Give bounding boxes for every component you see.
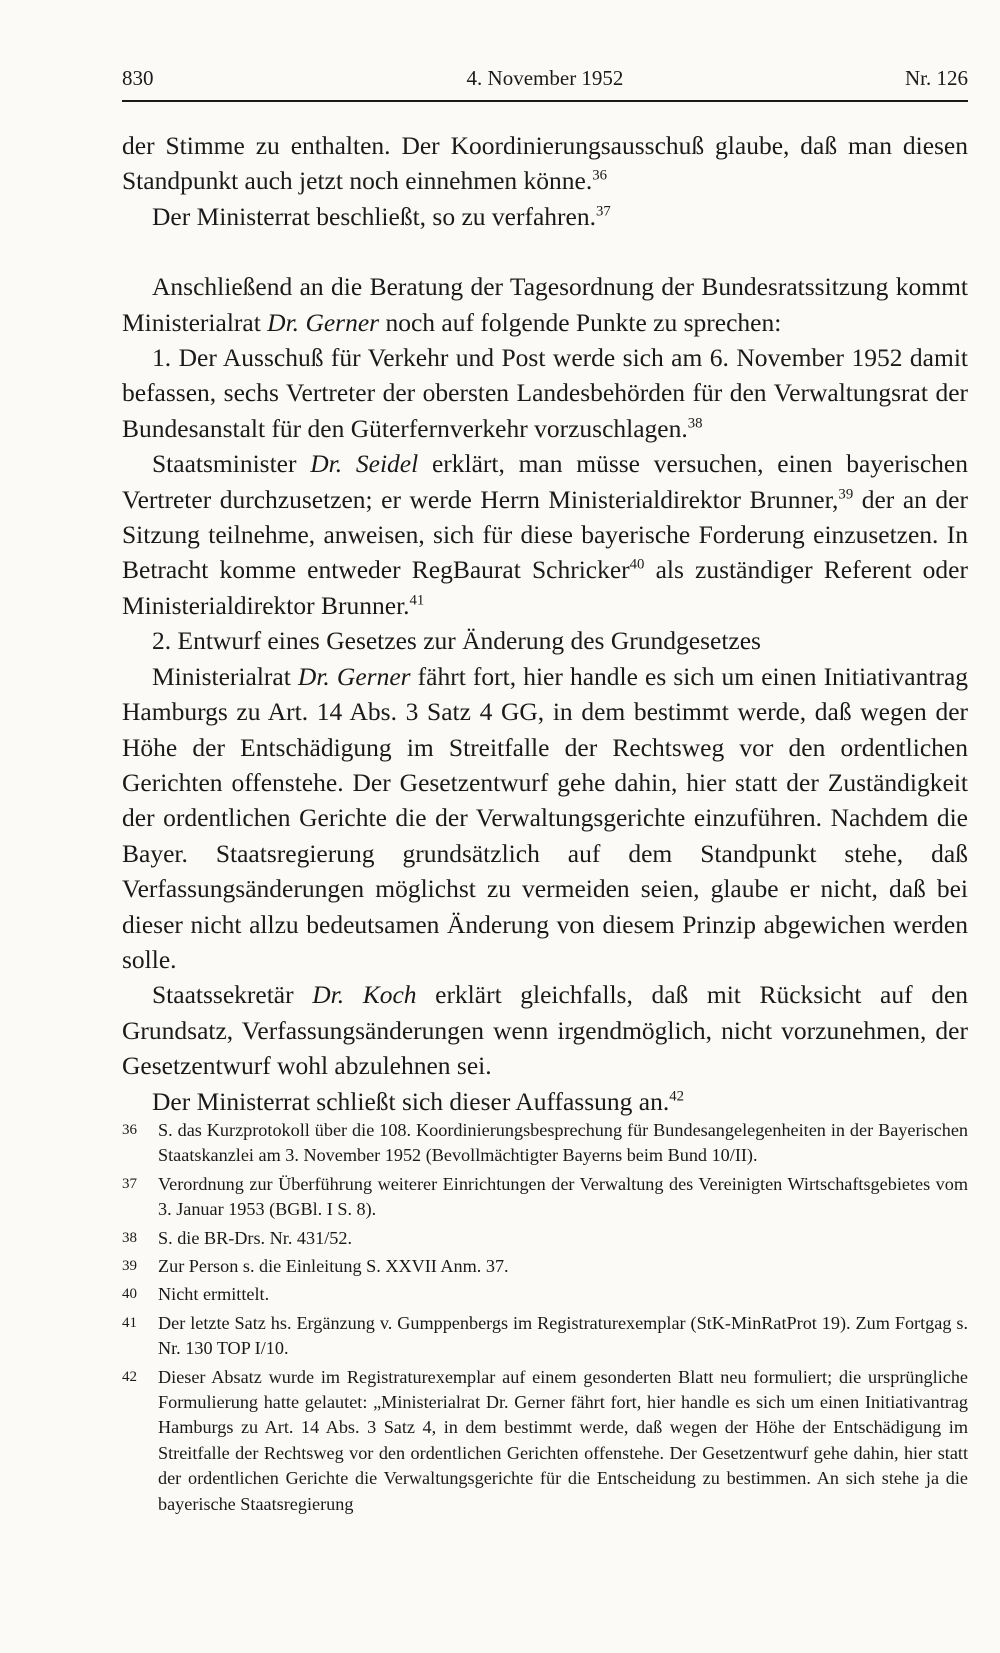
footnote-number: 40 <box>122 1286 137 1303</box>
footnote-ref-36[interactable]: 36 <box>592 167 607 184</box>
page-number: 830 <box>122 66 154 90</box>
paragraph-8: Staatssekretär Dr. Koch erklärt gleichfalls, daß mit Rücksicht auf den Grundsatz, Verfassungsänderungen wenn irgendmöglich, nicht vorzunehmen, der Gesetzentwurf wohl abzulehnen sei. <box>122 980 969 1081</box>
document-number: Nr. 126 <box>905 66 968 90</box>
paragraph-1: der Stimme zu enthalten. Der Koordinierungsausschuß glaube, daß man diesen Standpunkt auch jetzt noch einnehmen könne.$^{36}$ <box>122 131 968 196</box>
footnote-number: 38 <box>122 1229 137 1246</box>
paragraph-5: Staatsminister Dr. Seidel erklärt, man müsse versuchen, einen bayerischen Vertreter durchzusetzen; er werde Herrn Ministerialdirektor Brunner,$^{39}$ der an der Sitzung teilnehme, anweisen, sich für diese bayerische Forderung einzusetzen. In Betracht komme entweder RegBaurat Schricker$^{40}$ als zuständiger Referent oder Ministerialdirektor Brunner.$^{41}$ <box>122 449 968 620</box>
footnote-number: 37 <box>122 1175 137 1192</box>
footnote-number: 39 <box>122 1258 137 1275</box>
body-text <box>122 128 968 1119</box>
footnote-text: S. die BR-Drs. Nr. 431/52. <box>158 1227 353 1248</box>
person-gerner: Gerner <box>305 307 380 337</box>
footnote-text: Verordnung zur Überführung weiterer Einrichtungen der Verwaltung des Vereinigten Wirtschaftsgebietes vom 3. Januar 1953 (BGBl. I S. 8). <box>158 1173 968 1220</box>
footnote-text: Dieser Absatz wurde im Registraturexemplar auf einem gesonderten Blatt neu formuliert; die ursprüngliche Formulierung hatte gelautet: „Ministerialrat Dr. Gerner fährt fort, hier handle es sich um einen Initiativantrag Hamburgs zu Art. 14 Abs. 3 Satz 4, in dem bestimmt werde, daß wegen der Höhe der Entschädigung im Streitfalle der Rechtsweg vor den ordentlichen Gerichten offenstehe. Der Gesetzentwurf gehe dahin, hier statt der ordentlichen Gerichte die Verwaltungsgerichte für die Entscheidung zu bestimmen. An sich stehe ja die bayerische Staatsregierung <box>158 1366 968 1514</box>
header-rule <box>122 100 968 102</box>
page-header <box>122 66 968 100</box>
footnote-number: 42 <box>122 1368 137 1385</box>
footnote-ref-40[interactable]: 40 <box>629 556 645 573</box>
footnote-38 <box>122 1226 968 1251</box>
footnote-ref-39[interactable]: 39 <box>838 486 854 503</box>
footnote-ref-42[interactable]: 42 <box>669 1088 684 1105</box>
footnote-ref-38[interactable]: 38 <box>687 415 703 432</box>
paragraph-4: 1. Der Ausschuß für Verkehr und Post werde sich am 6. November 1952 damit befassen, sechs Vertreter der obersten Landesbehörden für den Verwaltungsrat der Bundesanstalt für den Güterfernverkehr vorzuschlagen.$^{38}$ <box>122 343 968 443</box>
footnote-39 <box>122 1254 968 1279</box>
footnotes <box>122 1118 968 1520</box>
footnote-text: Der letzte Satz hs. Ergänzung v. Gumppenbergs im Registraturexemplar (StK-MinRatProt 19). Zum Fortgag s. Nr. 130 TOP I/10. <box>158 1312 968 1359</box>
paragraph-9: Der Ministerrat schließt sich dieser Auffassung an.$^{42}$ <box>152 1086 684 1116</box>
paragraph-2: Der Ministerrat beschließt, so zu verfahren.$^{37}$ <box>152 201 611 231</box>
footnote-36 <box>122 1118 968 1169</box>
paragraph-7: Ministerialrat Dr. Gerner fährt fort, hier handle es sich um einen Initiativantrag Hamburgs zu Art. 14 Abs. 3 Satz 4 GG, in dem bestimmt werde, daß wegen der Höhe der Entschädigung im Streitfalle der Rechtsweg vor den ordentlichen Gerichten offenstehe. Der Gesetzentwurf gehe dahin, hier statt der Zuständigkeit der ordentlichen Gerichte die der Verwaltungsgerichte einzuführen. Nachdem die Bayer. Staatsregierung grundsätzlich auf dem Standpunkt stehe, daß Verfassungsänderungen möglichst zu vermeiden seien, glaube er nicht, daß bei dieser nicht allzu bedeutsamen Änderung von diesem Prinzip abgewichen werden solle. <box>122 661 969 974</box>
footnote-ref-41[interactable]: 41 <box>409 592 425 609</box>
footnote-42 <box>122 1365 968 1517</box>
footnote-37 <box>122 1172 968 1223</box>
paragraph-3: Anschließend an die Beratung der Tagesordnung der Bundesratssitzung kommt Ministerialrat Dr. Gerner noch auf folgende Punkte zu sprechen: <box>122 272 968 337</box>
footnote-text: Zur Person s. die Einleitung S. XXVII Anm. 37. <box>158 1256 509 1277</box>
footnote-text: Nicht ermittelt. <box>158 1284 270 1305</box>
paragraph-6-heading: 2. Entwurf eines Gesetzes zur Änderung des Grundgesetzes <box>152 626 761 656</box>
person-koch: Koch <box>362 980 417 1010</box>
page-date: 4. November 1952 <box>466 66 624 90</box>
footnote-41 <box>122 1311 968 1362</box>
footnote-number: 41 <box>122 1314 137 1331</box>
footnote-ref-37[interactable]: 37 <box>595 203 611 220</box>
footnote-text: S. das Kurzprotokoll über die 108. Koordinierungsbesprechung für Bundesangelegenheiten in der Bayerischen Staatskanzlei am 3. November 1952 (Bevollmächtigter Bayerns beim Bund 10/II). <box>158 1120 968 1166</box>
footnote-40 <box>122 1282 968 1307</box>
person-gerner: Gerner <box>336 661 411 691</box>
person-seidel: Seidel <box>355 449 419 479</box>
footnote-number: 36 <box>122 1122 137 1138</box>
